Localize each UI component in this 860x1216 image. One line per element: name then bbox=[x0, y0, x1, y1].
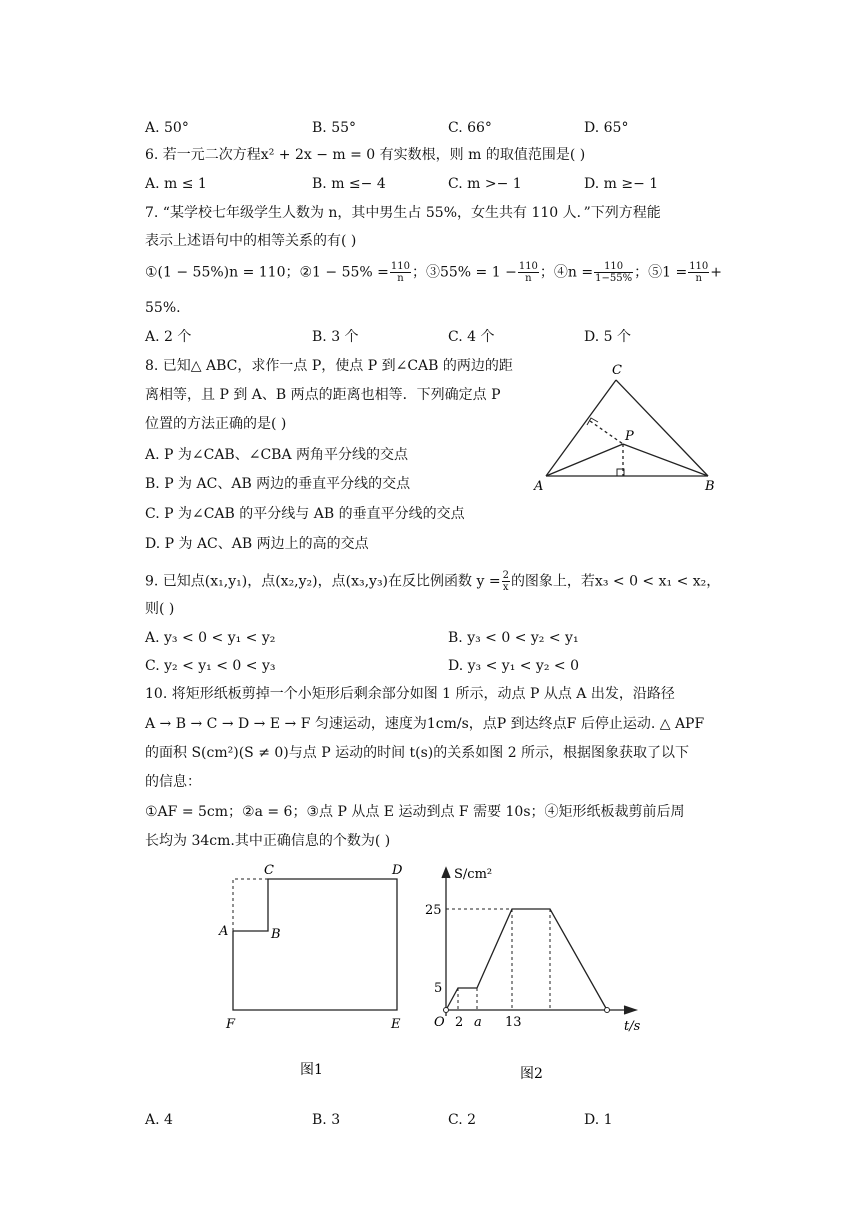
q10-option-a: A. 4 bbox=[145, 1112, 173, 1128]
fig1-label-e: E bbox=[391, 1017, 401, 1032]
q9-stem-line2: 则( ) bbox=[145, 601, 175, 617]
q10-stem-line6: 长均为 34cm.其中正确信息的个数为( ) bbox=[145, 833, 391, 849]
q6-option-a: A. m ≤ 1 bbox=[145, 176, 207, 192]
fig1-label-f: F bbox=[226, 1017, 236, 1032]
fig1-label-c: C bbox=[264, 863, 274, 878]
label-c: C bbox=[612, 363, 622, 378]
q10-figure-1 bbox=[210, 858, 420, 1088]
q7-eq-plus: + bbox=[710, 264, 723, 281]
right-angle-mark-ac bbox=[587, 418, 598, 425]
fig1-label-d: D bbox=[392, 863, 403, 878]
q6-option-c: C. m >− 1 bbox=[448, 176, 522, 192]
q8-stem-line2: 离相等，且 P 到 A、B 两点的距离也相等．下列确定点 P bbox=[145, 387, 501, 403]
fig2-caption: 图2 bbox=[520, 1066, 543, 1082]
q8-option-d: D. P 为 AC、AB 两边上的高的交点 bbox=[145, 536, 369, 552]
q7-equations bbox=[145, 261, 722, 284]
q7-frac-3: $\frac{110}{n}$ bbox=[518, 261, 538, 284]
q5-option-a: A. 50° bbox=[145, 120, 189, 136]
q10-option-c: C. 2 bbox=[448, 1112, 477, 1128]
q9-option-c: C. y₂ < y₁ < 0 < y₃ bbox=[145, 658, 276, 674]
q6-option-b: B. m ≤− 4 bbox=[312, 176, 386, 192]
q5-option-c: C. 66° bbox=[448, 120, 492, 136]
q5-option-d: D. 65° bbox=[584, 120, 629, 136]
q8-triangle-figure bbox=[528, 358, 728, 498]
fig2-origin-label: O bbox=[434, 1015, 445, 1030]
q10-stem-line5: ①AF = 5cm；②a = 6；③点 P 从点 E 运动到点 F 需要 10s；④矩形纸板裁剪前后周 bbox=[145, 804, 685, 820]
q10-figure-2 bbox=[425, 858, 657, 1088]
label-b: B bbox=[705, 479, 715, 494]
fig2-tick-a: a bbox=[474, 1015, 482, 1030]
q7-stem-line2: 表示上述语句中的相等关系的有( ) bbox=[145, 233, 357, 249]
q7-frac-4: $\frac{110}{1-55\%}$ bbox=[595, 261, 633, 284]
label-a: A bbox=[534, 479, 544, 494]
q9-option-a: A. y₃ < 0 < y₁ < y₂ bbox=[145, 630, 276, 646]
q8-stem-line3: 位置的方法正确的是( ) bbox=[145, 416, 287, 432]
q6-stem: 6. 若一元二次方程x² + 2x − m = 0 有实数根，则 m 的取值范围是( ) bbox=[145, 147, 586, 163]
q10-stem-line4: 的信息： bbox=[145, 774, 201, 790]
fig1-label-b: B bbox=[271, 927, 281, 942]
q10-stem-line1: 10. 将矩形纸板剪掉一个小矩形后剩余部分如图 1 所示，动点 P 从点 A 出发，沿路径 bbox=[145, 686, 675, 702]
fig2-y-axis-label: S/cm² bbox=[454, 867, 493, 882]
q9-stem-b: 的图象上，若x₃ < 0 < x₁ < x₂， bbox=[510, 573, 721, 590]
q7-frac-2: $\frac{110}{n}$ bbox=[390, 261, 410, 284]
fig2-tick-13: 13 bbox=[505, 1015, 522, 1030]
fig2-tick-5: 5 bbox=[434, 981, 443, 996]
q7-option-c: C. 4 个 bbox=[448, 329, 495, 345]
q9-stem-a: 9. 已知点(x₁,y₁)，点(x₂,y₂)，点(x₃,y₃)在反比例函数 y = bbox=[145, 573, 501, 590]
q7-eq-3: ；③55% = 1 − bbox=[411, 264, 517, 281]
q8-stem-line1: 8. 已知△ ABC，求作一点 P，使点 P 到∠CAB 的两边的距 bbox=[145, 358, 513, 374]
q7-option-d: D. 5 个 bbox=[584, 329, 631, 345]
q10-option-d: D. 1 bbox=[584, 1112, 613, 1128]
fig2-tick-2: 2 bbox=[455, 1015, 464, 1030]
origin-point bbox=[444, 1008, 449, 1013]
q10-stem-line2: A → B → C → D → E → F 匀速运动，速度为1cm/s，点P 到达终点F 后停止运动. △ APF bbox=[145, 716, 705, 732]
q9-option-b: B. y₃ < 0 < y₂ < y₁ bbox=[448, 630, 579, 646]
q7-stem-line1: 7. “某学校七年级学生人数为 n，其中男生占 55%，女生共有 110 人．”下列方程能 bbox=[145, 205, 661, 221]
q7-eq-5: ；⑤1 = bbox=[634, 264, 688, 281]
q9-frac: $\frac{2}{x}$ bbox=[502, 570, 509, 593]
q9-stem-line1 bbox=[145, 570, 720, 593]
q10-stem-line3: 的面积 S(cm²)(S ≠ 0)与点 P 运动的时间 t(s)的关系如图 2 所示，根据图象获取了以下 bbox=[145, 745, 690, 761]
q7-option-b: B. 3 个 bbox=[312, 329, 359, 345]
segment-pb bbox=[623, 444, 708, 476]
side-cb bbox=[616, 380, 708, 476]
x-axis-arrow bbox=[624, 1006, 636, 1014]
label-p: P bbox=[625, 429, 634, 444]
figure1-outline bbox=[233, 879, 397, 1010]
figure1-cut-corner bbox=[233, 879, 268, 931]
end-point bbox=[605, 1008, 610, 1013]
fig2-tick-25: 25 bbox=[425, 903, 442, 918]
q7-eq-1-2: ①(1 − 55%)n = 110；②1 − 55% = bbox=[145, 264, 389, 281]
fig2-x-axis-label: t/s bbox=[624, 1019, 641, 1034]
q7-eq-tail: 55%. bbox=[145, 300, 181, 316]
q9-option-d: D. y₃ < y₁ < y₂ < 0 bbox=[448, 658, 579, 674]
q8-option-c: C. P 为∠CAB 的平分线与 AB 的垂直平分线的交点 bbox=[145, 506, 465, 522]
q7-eq-4: ；④n = bbox=[539, 264, 594, 281]
fig1-caption: 图1 bbox=[300, 1062, 323, 1078]
q6-option-d: D. m ≥− 1 bbox=[584, 176, 659, 192]
q5-option-b: B. 55° bbox=[312, 120, 357, 136]
q7-frac-5: $\frac{110}{n}$ bbox=[689, 261, 709, 284]
q10-option-b: B. 3 bbox=[312, 1112, 341, 1128]
perpendicular-to-ac bbox=[590, 421, 623, 444]
q7-option-a: A. 2 个 bbox=[145, 329, 192, 345]
fig1-label-a: A bbox=[219, 924, 229, 939]
y-axis-arrow bbox=[442, 868, 450, 878]
area-curve bbox=[446, 909, 607, 1010]
q8-option-a: A. P 为∠CAB、∠CBA 两角平分线的交点 bbox=[145, 447, 409, 463]
q8-option-b: B. P 为 AC、AB 两边的垂直平分线的交点 bbox=[145, 476, 411, 492]
